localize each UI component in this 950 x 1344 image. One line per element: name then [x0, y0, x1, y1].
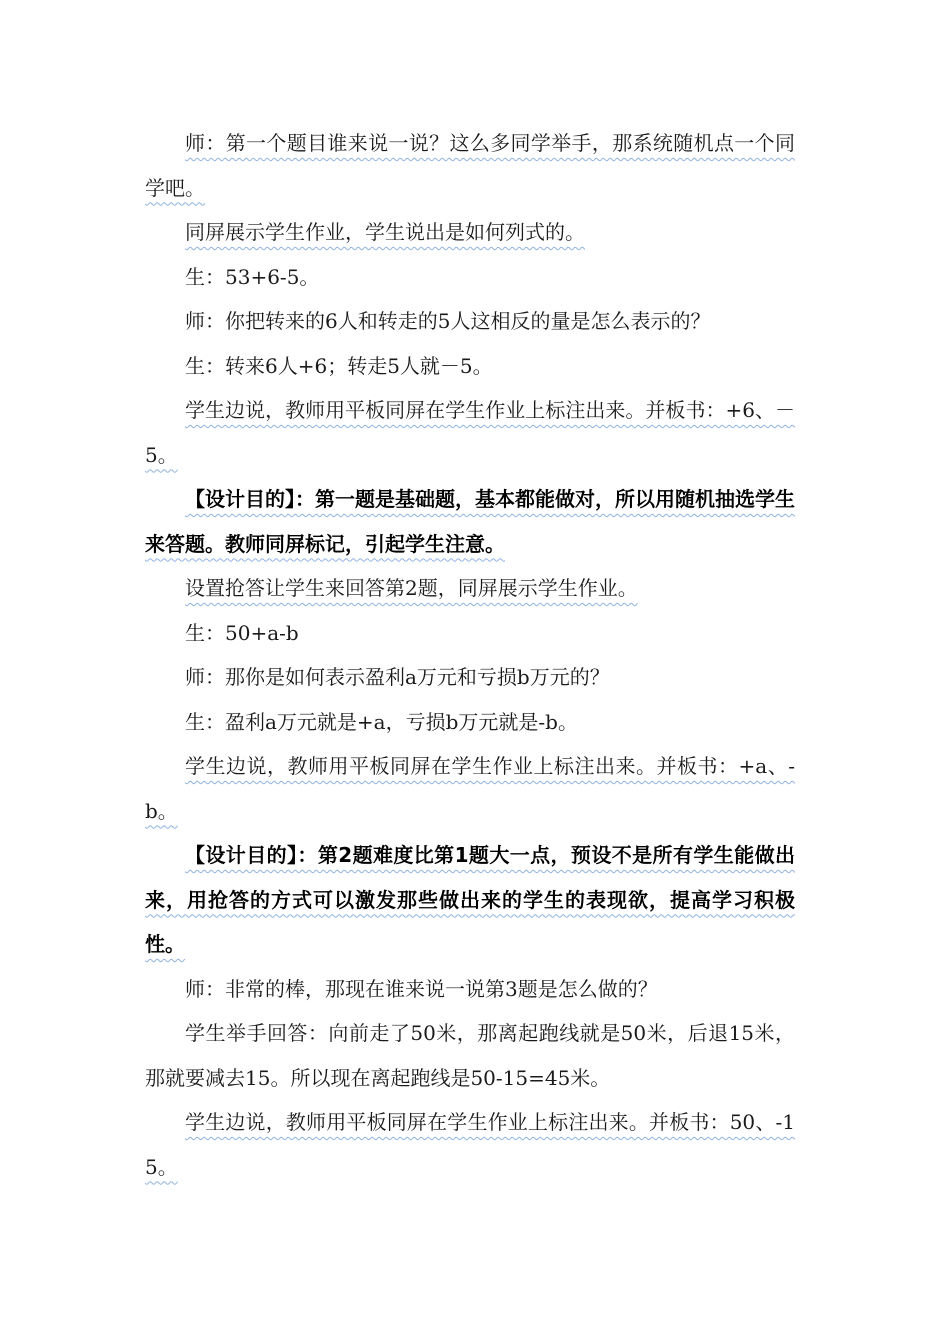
document-body [145, 121, 795, 1189]
paragraph [145, 255, 795, 300]
paragraph [145, 121, 795, 210]
paragraph-text: 生：转来6人+6；转走5人就－5。 [185, 353, 493, 378]
paragraph [145, 611, 795, 656]
paragraph [145, 967, 795, 1012]
paragraph [145, 1011, 795, 1100]
paragraph-text: 师：非常的棒，那现在谁来说一说第3题是怎么做的？ [185, 976, 658, 1001]
paragraph-text: 生：盈利a万元就是+a，亏损b万元就是-b。 [185, 709, 578, 734]
paragraph [145, 700, 795, 745]
paragraph-text: 同屏展示学生作业，学生说出是如何列式的。 [185, 220, 585, 244]
paragraph-text: 生：50+a-b [185, 620, 299, 645]
design-purpose-paragraph [145, 477, 795, 566]
paragraph-text: 设置抢答让学生来回答第2题，同屏展示学生作业。 [185, 576, 638, 600]
paragraph-text: 学生边说，教师用平板同屏在学生作业上标注出来。并板书：50、-15。 [145, 1110, 795, 1179]
paragraph-text: 师：你把转来的6人和转走的5人这相反的量是怎么表示的？ [185, 309, 711, 333]
paragraph-text: 师：那你是如何表示盈利a万元和亏损b万元的？ [185, 665, 610, 689]
paragraph [145, 344, 795, 389]
design-purpose-paragraph [145, 833, 795, 967]
paragraph [145, 744, 795, 833]
paragraph [145, 388, 795, 477]
paragraph-text: 【设计目的】：第一题是基础题，基本都能做对，所以用随机抽选学生来答题。教师同屏标记，引起学生注意。 [145, 487, 795, 556]
paragraph [145, 299, 795, 344]
paragraph-text: 师：第一个题目谁来说一说？这么多同学举手，那系统随机点一个同学吧。 [145, 131, 795, 200]
paragraph-text: 学生举手回答：向前走了50米，那离起跑线就是50米，后退15米，那就要减去15。所以现在离起跑线是50-15=45米。 [145, 1021, 795, 1090]
paragraph-text: 【设计目的】：第2题难度比第1题大一点，预设不是所有学生能做出来，用抢答的方式可以激发那些做出来的学生的表现欲，提高学习积极性。 [145, 843, 795, 956]
paragraph-text: 学生边说，教师用平板同屏在学生作业上标注出来。并板书：+6、－5。 [145, 398, 795, 467]
paragraph [145, 210, 795, 255]
paragraph-text: 学生边说，教师用平板同屏在学生作业上标注出来。并板书：+a、-b。 [145, 754, 795, 823]
paragraph-text: 生：53+6-5。 [185, 264, 320, 289]
paragraph [145, 1100, 795, 1189]
paragraph [145, 566, 795, 611]
paragraph [145, 655, 795, 700]
